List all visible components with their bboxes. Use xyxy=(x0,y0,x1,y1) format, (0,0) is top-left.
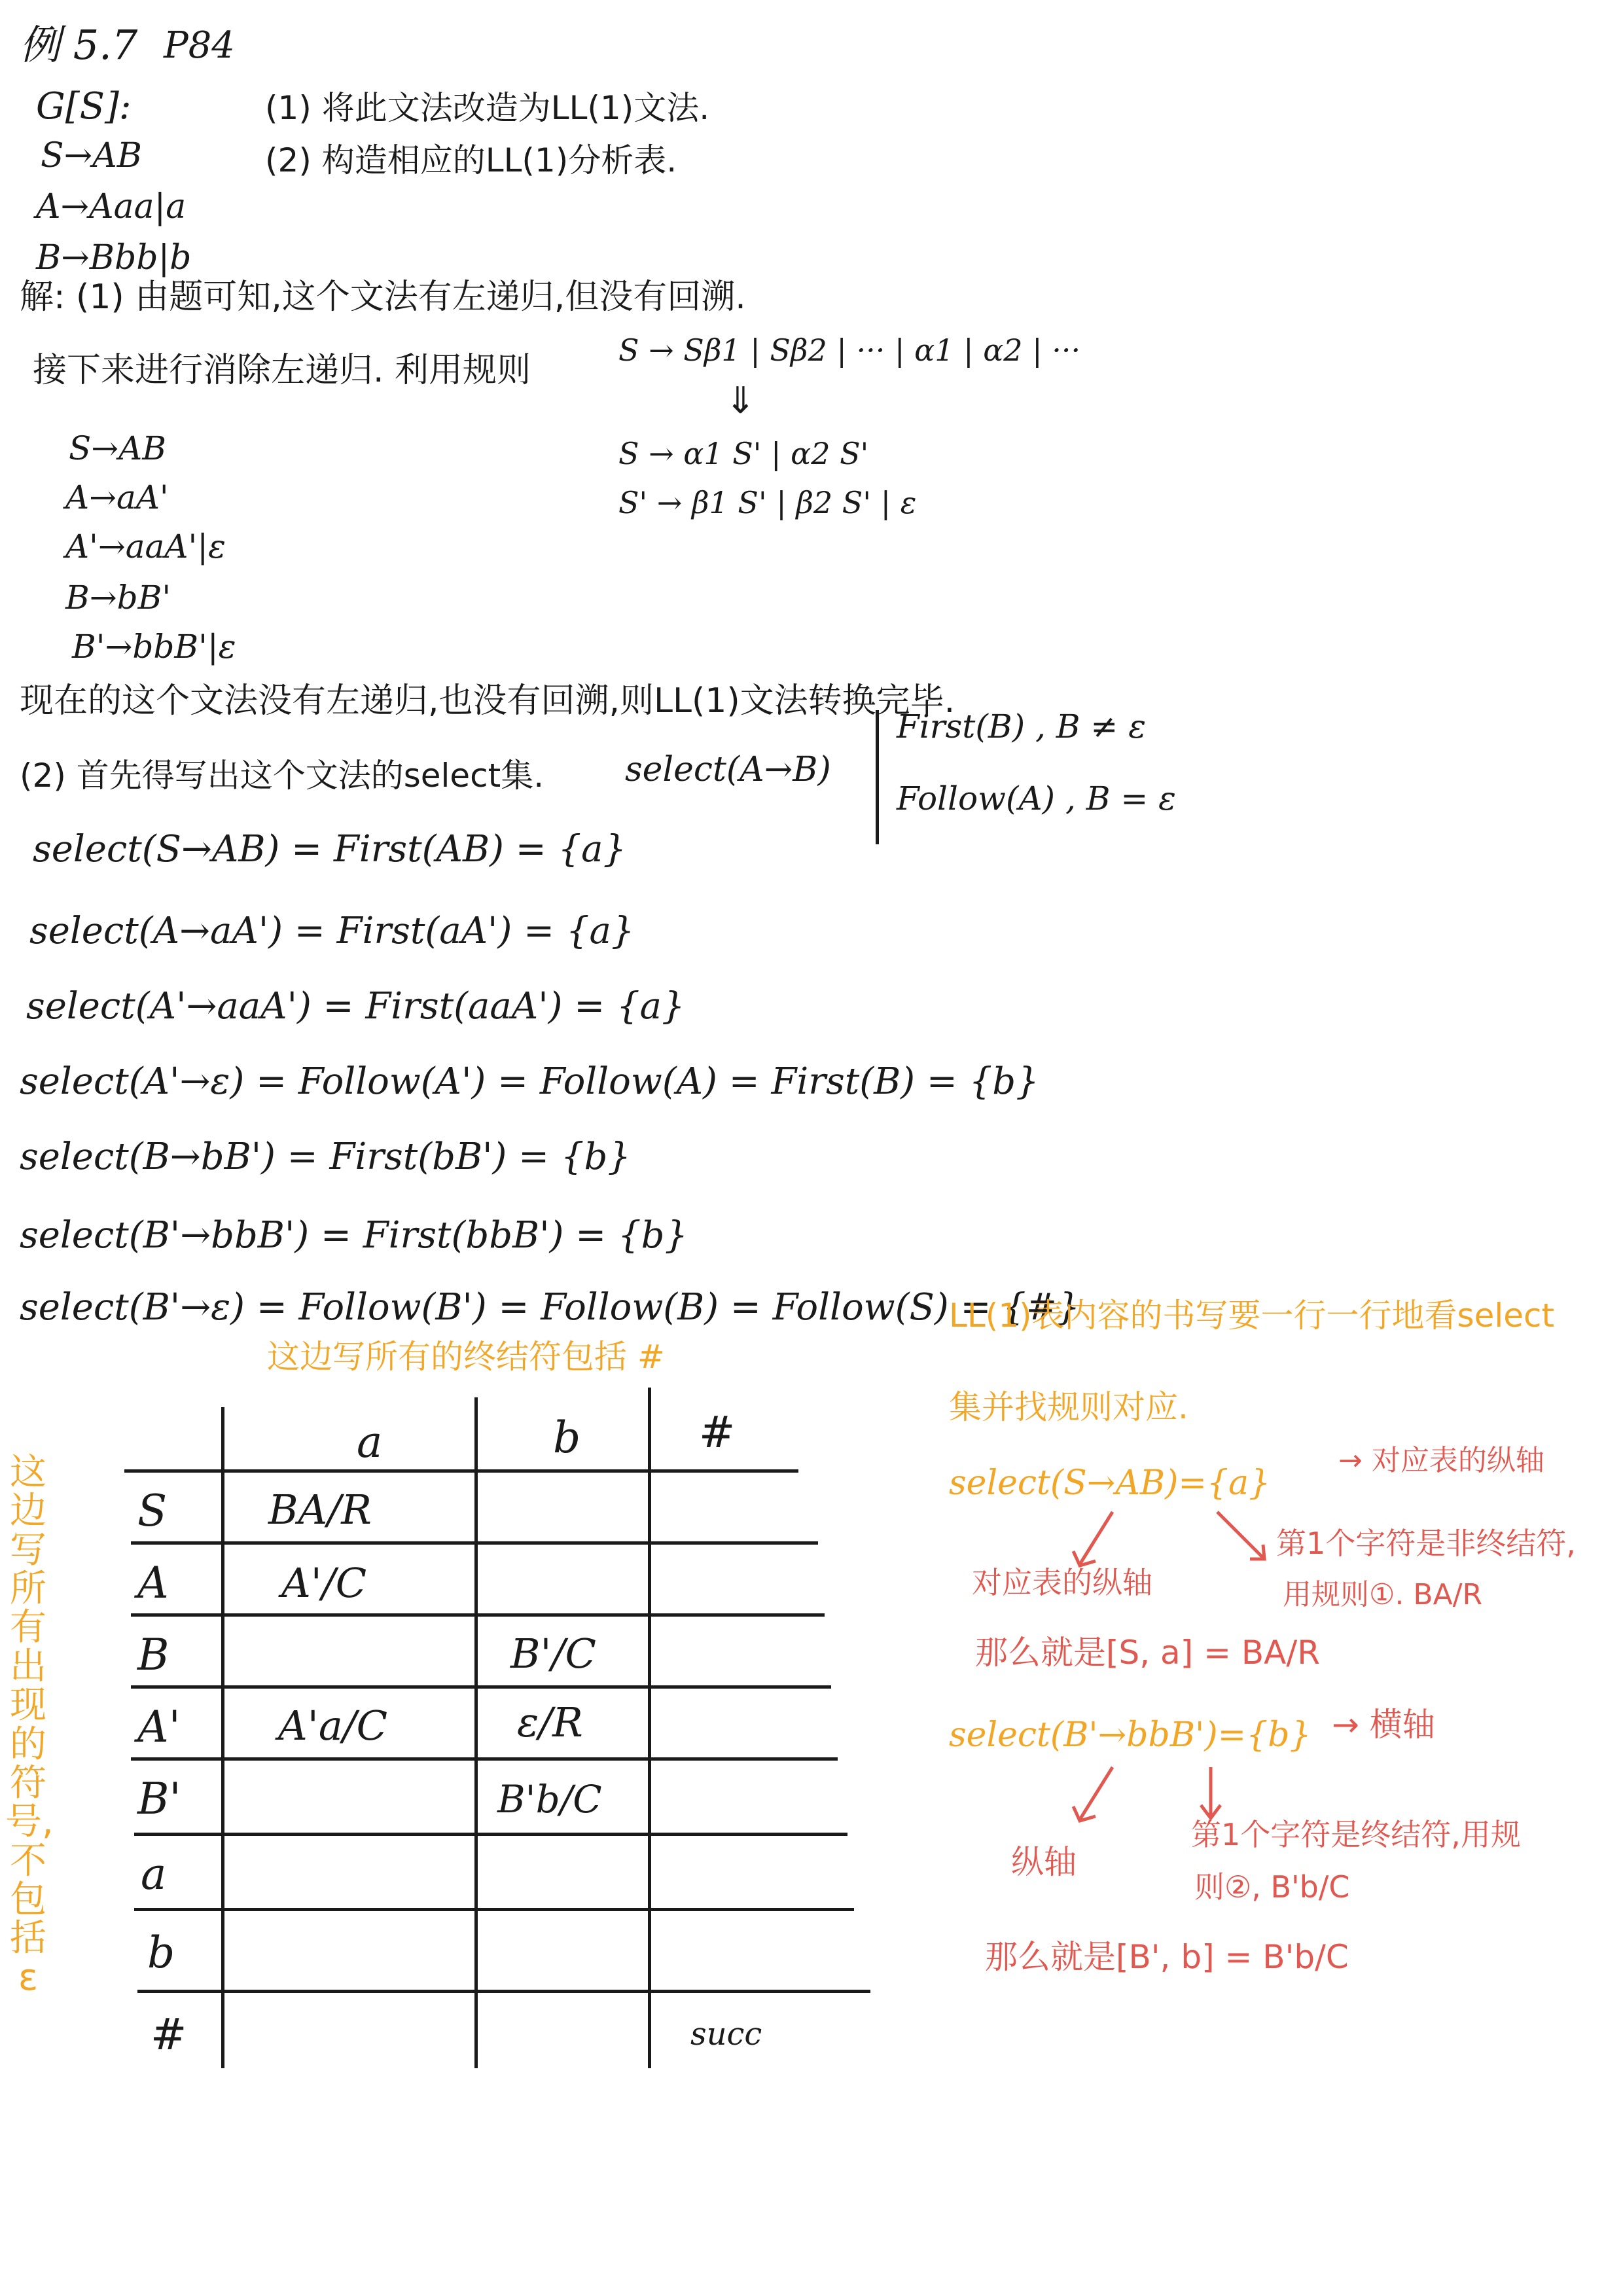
example-2-right-note-1: 第1个字符是终结符,用规 xyxy=(1191,1817,1521,1852)
example-2-left-note: 纵轴 xyxy=(1011,1843,1077,1881)
rule-template-to-2: S' → β1 S' | β2 S' | ε xyxy=(618,485,917,520)
transformed-rule-1: S→AB xyxy=(69,429,166,467)
select-line-7: select(B'→ε) = Follow(B') = Follow(B) = Follow(S) = {#} xyxy=(20,1286,1080,1329)
select-line-4: select(A'→ε) = Follow(A') = Follow(A) = First(B) = {b} xyxy=(20,1060,1039,1103)
select-line-1: select(S→AB) = First(AB) = {a} xyxy=(33,828,627,870)
column-header-hash: # xyxy=(699,1407,736,1458)
select-definition-brace xyxy=(876,710,879,844)
cell-A-prime-a: A'a/C xyxy=(278,1702,388,1749)
task-2: (2) 构造相应的LL(1)分析表. xyxy=(265,141,677,179)
row-symbol-B: B xyxy=(137,1630,169,1680)
example-1-result: 那么就是[S, a] = BA/R xyxy=(975,1634,1320,1672)
row-symbol-S: S xyxy=(137,1486,168,1536)
row-symbol-b: b xyxy=(147,1928,175,1978)
transformed-rule-5: B'→bbB'|ε xyxy=(72,628,236,666)
example-2-right-note-2: 则②, B'b/C xyxy=(1194,1869,1350,1905)
solution-next: 接下来进行消除左递归. 利用规则 xyxy=(33,351,531,390)
cell-S-a: BA/R xyxy=(268,1486,372,1534)
transformed-rule-3: A'→aaA'|ε xyxy=(65,528,226,565)
select-line-5: select(B→bB') = First(bB') = {b} xyxy=(20,1136,631,1178)
row-symbol-A: A xyxy=(137,1558,169,1608)
grammar-rule-2: A→Aaa|a xyxy=(36,187,187,226)
ll1-note-title-2: 集并找规则对应. xyxy=(949,1388,1188,1426)
cell-B-prime-b: B'b/C xyxy=(497,1777,602,1821)
example-1-expression: select(S→AB)={a} xyxy=(949,1463,1271,1503)
page-reference: P84 xyxy=(164,24,235,67)
row-symbol-hash: # xyxy=(151,2009,187,2060)
column-header-b: b xyxy=(553,1412,581,1463)
grammar-rule-3: B→Bbb|b xyxy=(36,238,192,278)
part-2-intro: (2) 首先得写出这个文法的select集. xyxy=(20,757,544,795)
example-2-result: 那么就是[B', b] = B'b/C xyxy=(985,1938,1349,1976)
select-case-follow: Follow(A) , B = ε xyxy=(897,780,1177,817)
example-1-vertical-axis-note: → 对应表的纵轴 xyxy=(1338,1444,1544,1477)
terminal-symbols-note: 这边写所有的终结符包括 # xyxy=(267,1338,665,1376)
ll1-note-title-1: LL(1)表内容的书写要一行一行地看select xyxy=(949,1297,1555,1335)
example-1-right-note-1: 第1个字符是非终结符, xyxy=(1276,1526,1576,1561)
row-symbol-A-prime: A' xyxy=(137,1702,181,1752)
rule-template-arrow: ⇓ xyxy=(725,380,756,422)
transformed-rule-4: B→bB' xyxy=(65,579,171,617)
select-definition: select(A→B) xyxy=(625,750,831,789)
transformed-rule-2: A→aA' xyxy=(65,478,169,516)
select-case-first: First(B) , B ≠ ε xyxy=(897,708,1147,745)
symbols-side-note: 这边写所有出现的符号,不包括ε xyxy=(5,1451,54,1999)
select-line-6: select(B'→bbB') = First(bbB') = {b} xyxy=(20,1214,688,1257)
cell-hash-hash: succ xyxy=(690,2016,762,2053)
grammar-rule-1: S→AB xyxy=(41,136,142,175)
task-1: (1) 将此文法改造为LL(1)文法. xyxy=(265,89,710,127)
cell-B-b: B'/C xyxy=(510,1630,596,1677)
select-line-2: select(A→aA') = First(aA') = {a} xyxy=(29,910,635,952)
example-2-expression: select(B'→bbB')={b} xyxy=(949,1715,1311,1755)
row-symbol-B-prime: B' xyxy=(137,1774,181,1824)
example-number: 例 5.7 xyxy=(20,21,138,69)
solution-intro: 解: (1) 由题可知,这个文法有左递归,但没有回溯. xyxy=(20,278,746,317)
example-1-right-note-2: 用规则①. BA/R xyxy=(1283,1578,1483,1611)
cell-A-prime-b: ε/R xyxy=(517,1698,583,1746)
grammar-label: G[S]: xyxy=(36,85,132,128)
cell-A-a: A'/C xyxy=(281,1559,367,1607)
example-1-left-note: 对应表的纵轴 xyxy=(972,1565,1152,1600)
row-symbol-a: a xyxy=(141,1849,167,1899)
select-line-3: select(A'→aaA') = First(aaA') = {a} xyxy=(26,985,685,1028)
solution-conclusion: 现在的这个文法没有左递归,也没有回溯,则LL(1)文法转换完毕. xyxy=(20,681,955,721)
rule-template-from: S → Sβ1 | Sβ2 | ··· | α1 | α2 | ··· xyxy=(618,332,1081,368)
example-2-horizontal-axis-note: → 横轴 xyxy=(1332,1706,1435,1744)
column-header-a: a xyxy=(357,1417,383,1467)
rule-template-to-1: S → α1 S' | α2 S' xyxy=(618,436,869,471)
